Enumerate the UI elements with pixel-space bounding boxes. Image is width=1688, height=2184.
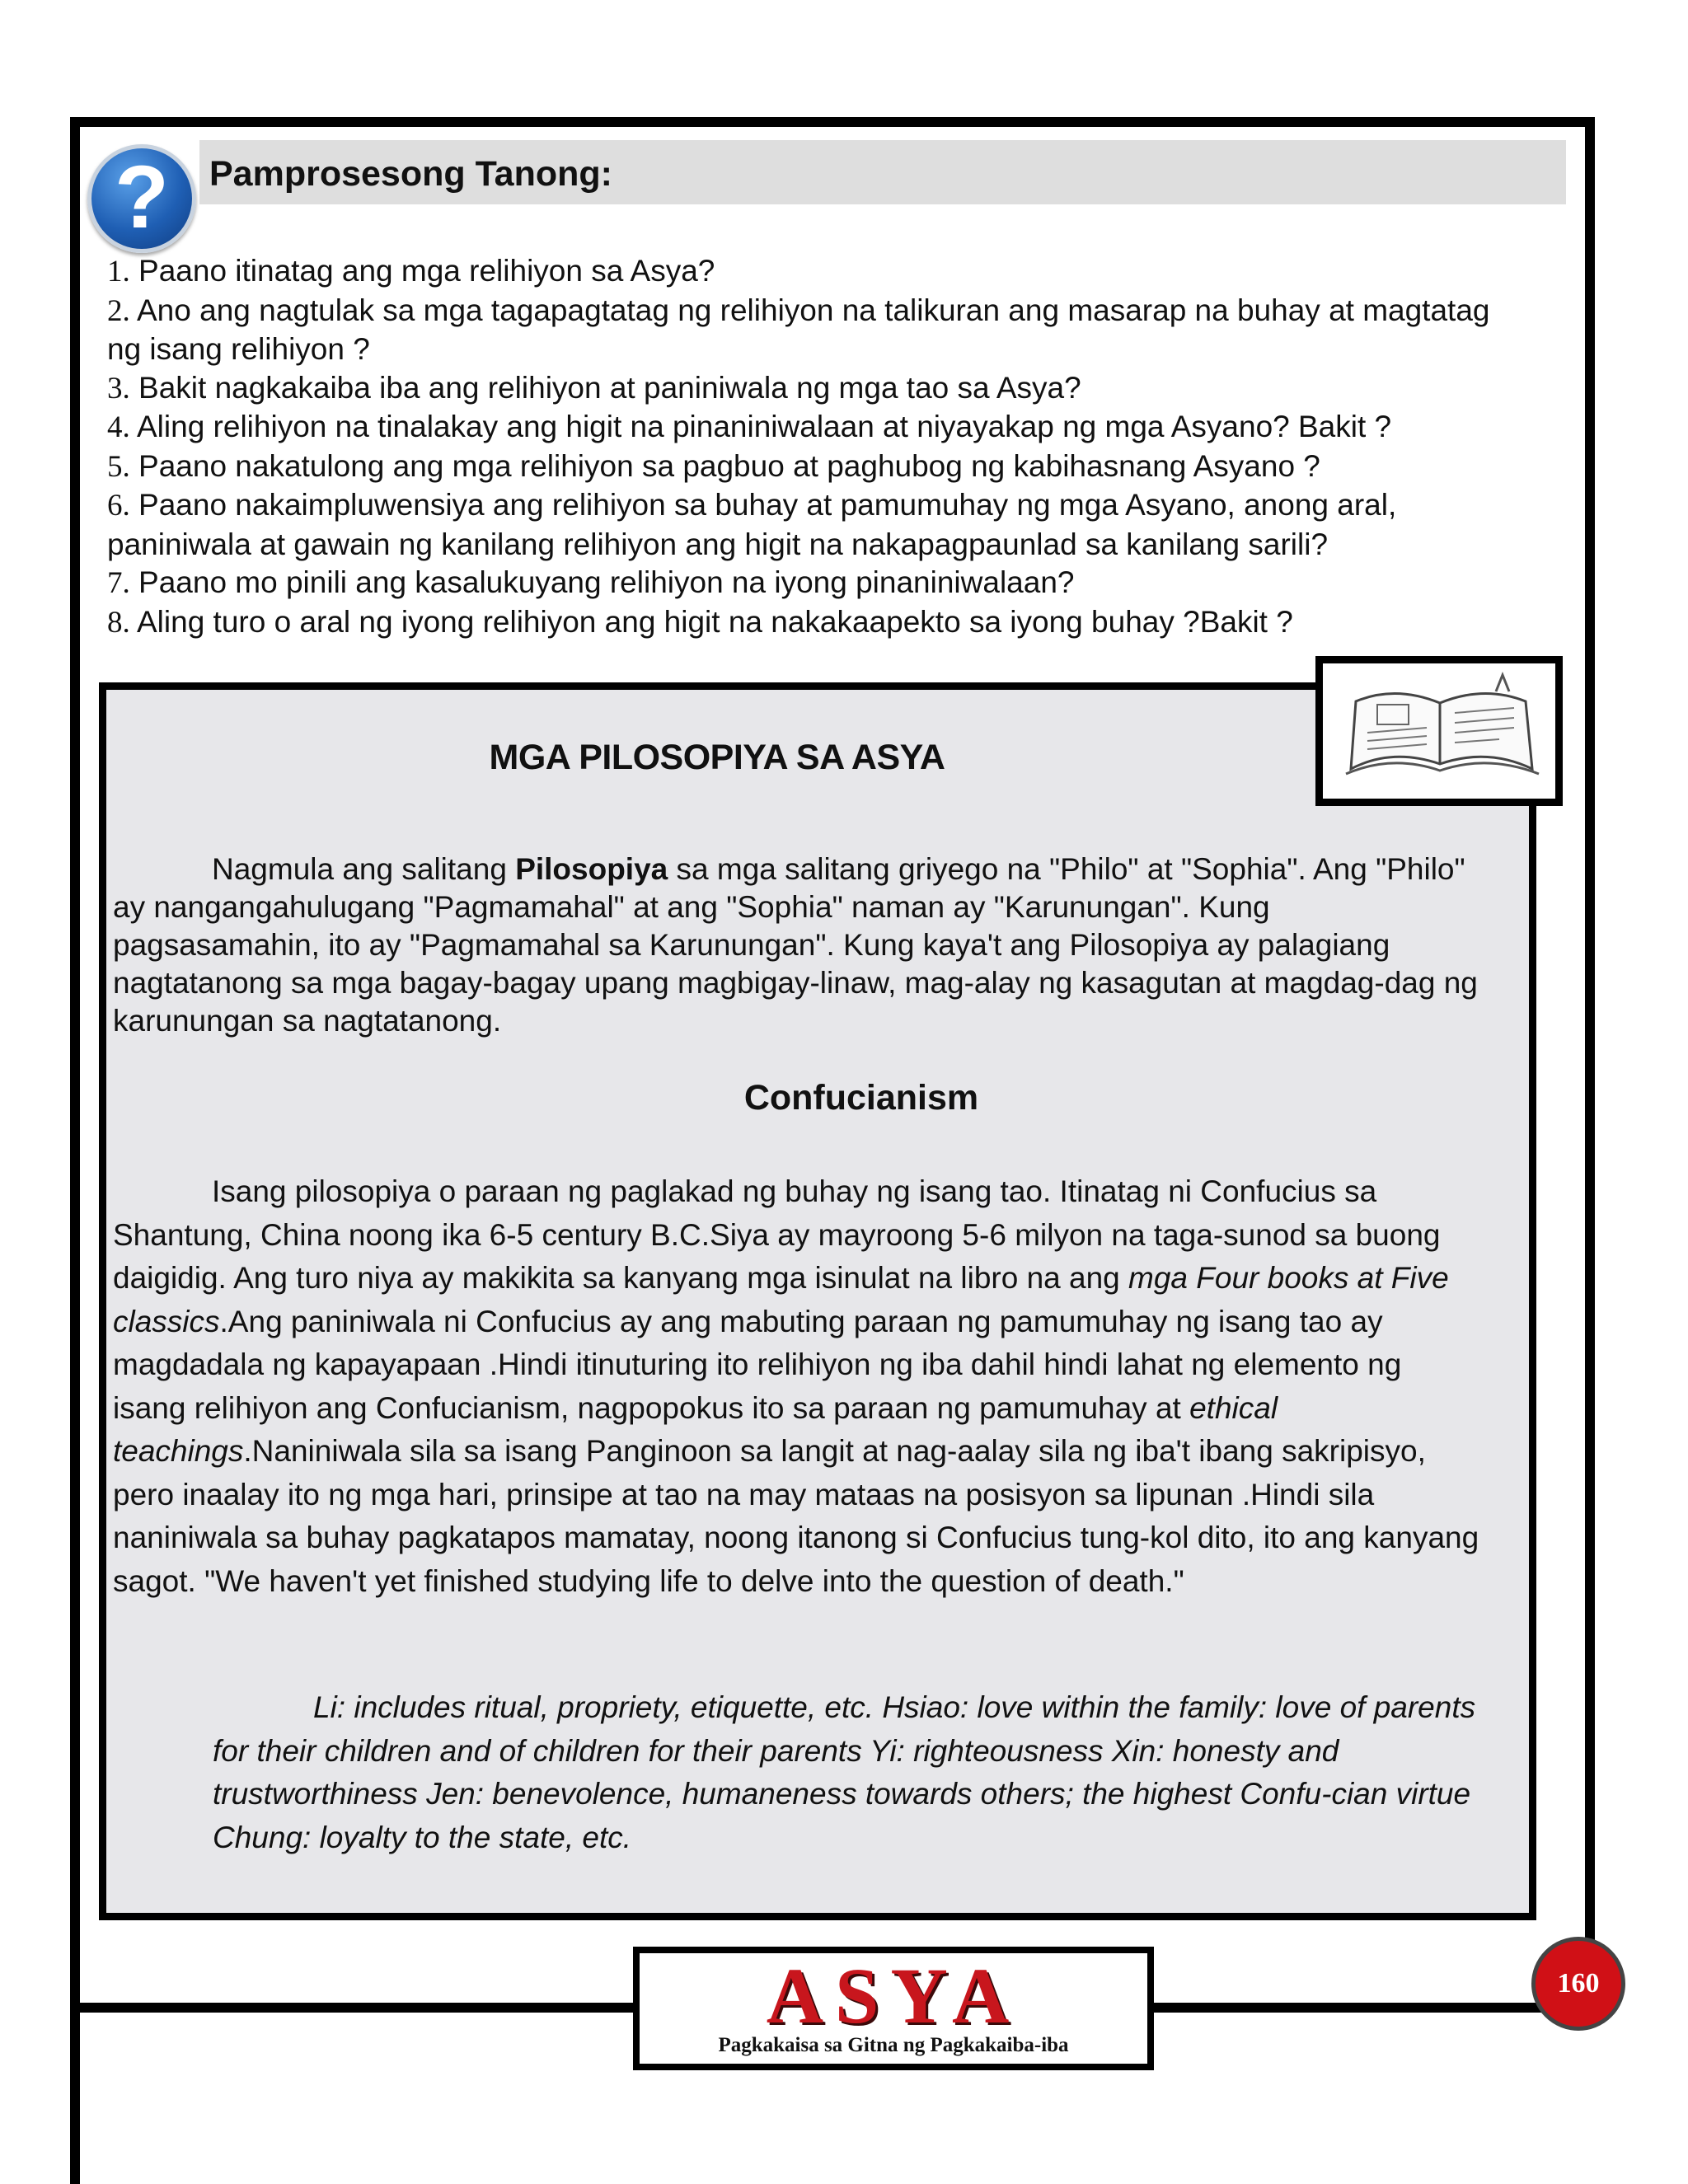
logo-subtitle: Pagkakaisa sa Gitna ng Pagkakaiba-iba xyxy=(718,2034,1069,2056)
question-item: 8. Aling turo o aral ng iyong relihiyon ang higit na nakakaapekto sa iyong buhay ?Bakit ? xyxy=(107,604,1293,640)
book-illustration-frame xyxy=(1315,656,1563,806)
page-number-badge: 160 xyxy=(1531,1937,1625,2031)
book-logo xyxy=(633,1947,1154,2070)
page-frame-left xyxy=(70,117,80,2184)
section-title: MGA PILOSOPIYA SA ASYA xyxy=(489,738,945,777)
question-list xyxy=(107,252,1517,642)
page-frame-bottom-right xyxy=(1152,2003,1595,2013)
virtues-paragraph: Li: includes ritual, propriety, etiquette, etc. Hsiao: love within the family: love of parents for their children and of children for their parents Yi: righteousness Xin: honesty and trustworthiness Jen: benevolence, humaneness towards others; the highest Confu-cian virtue Chung: loyalty to the state, etc. xyxy=(213,1690,1476,1854)
confucianism-paragraph: Isang pilosopiya o paraan ng paglakad ng buhay ng isang tao. Itinatag ni Confucius sa Shantung, China noong ika 6-5 century B.C.Siya ay mayroong 5-6 milyon na taga-sunod sa buong daigidig. Ang turo niya ay makikita sa kanyang mga isinulat na libro na ang mga Four books at Five classics.Ang paniniwala ni Confucius ay ang mabuting paraan ng pamumuhay ng isang tao ay magdadala ng kapayapaan .Hindi itinuturing ito relihiyon ng iba dahil hindi lahat ng elemento ng isang relihiyon ang Confucianism, nagpopokus ito sa paraan ng pamumuhay at ethical teachings.Naniniwala sila sa isang Panginoon sa langit at nag-aalay sila ng iba't ibang sakripisyo, pero inaalay ito ng mga hari, prinsipe at tao na may mataas na posisyon sa lipunan .Hindi sila naniniwala sa buhay pagkatapos mamatay, noong itanong si Confucius tung-kol dito, ito ang kanyang sagot. "We haven't yet finished studying life to delve into the question of death." xyxy=(113,1174,1479,1598)
question-item: 5. Paano nakatulong ang mga relihiyon sa pagbuo at paghubog ng kabihasnang Asyano ? xyxy=(107,448,1320,484)
question-item: 1. Paano itinatag ang mga relihiyon sa Asya? xyxy=(107,254,715,288)
question-item: 2. Ano ang nagtulak sa mga tagapagtatag ng relihiyon na talikuran ang masarap na buhay at magtatag ng isang relihiyon ? xyxy=(107,293,1490,366)
subsection-title: Confucianism xyxy=(743,1078,979,1118)
question-mark-icon: ? xyxy=(87,144,196,253)
page-frame-bottom-left xyxy=(70,2003,639,2013)
question-item: 7. Paano mo pinili ang kasalukuyang relihiyon na iyong pinaniniwalaan? xyxy=(107,565,1075,600)
header-title: Pamprosesong Tanong: xyxy=(209,154,612,194)
question-item: 6. Paano nakaimpluwensiya ang relihiyon sa buhay at pamumuhay ng mga Asyano, anong aral, paniniwala at gawain ng kanilang relihiyon ang higit na nakapagpaunlad sa kanilang sarili? xyxy=(107,488,1397,561)
logo-title: ASYA xyxy=(766,1952,1021,2040)
question-item: 3. Bakit nagkakaiba iba ang relihiyon at paniniwala ng mga tao sa Asya? xyxy=(107,370,1081,405)
open-book-icon xyxy=(1334,672,1550,795)
question-item: 4. Aling relihiyon na tinalakay ang higit na pinaniniwalaan at niyayakap ng mga Asyano? Bakit ? xyxy=(107,410,1392,444)
page-frame-right xyxy=(1585,117,1595,2013)
intro-paragraph: Nagmula ang salitang Pilosopiya sa mga salitang griyego na "Philo" at "Sophia". Ang "Philo" ay nangangahulugang "Pagmamahal" at ang "Sophia" naman ay "Karunungan". Kung pagsasamahin, ito ay "Pagmamahal sa Karunungan". Kung kaya't ang Pilosopiya ay palagiang nagtatanong sa mga bagay-bagay upang magbigay-linaw, mag-alay ng kasagutan at magdag-dag ng karunungan sa nagtatanong. xyxy=(113,852,1478,1038)
page-frame-top xyxy=(70,117,1595,127)
